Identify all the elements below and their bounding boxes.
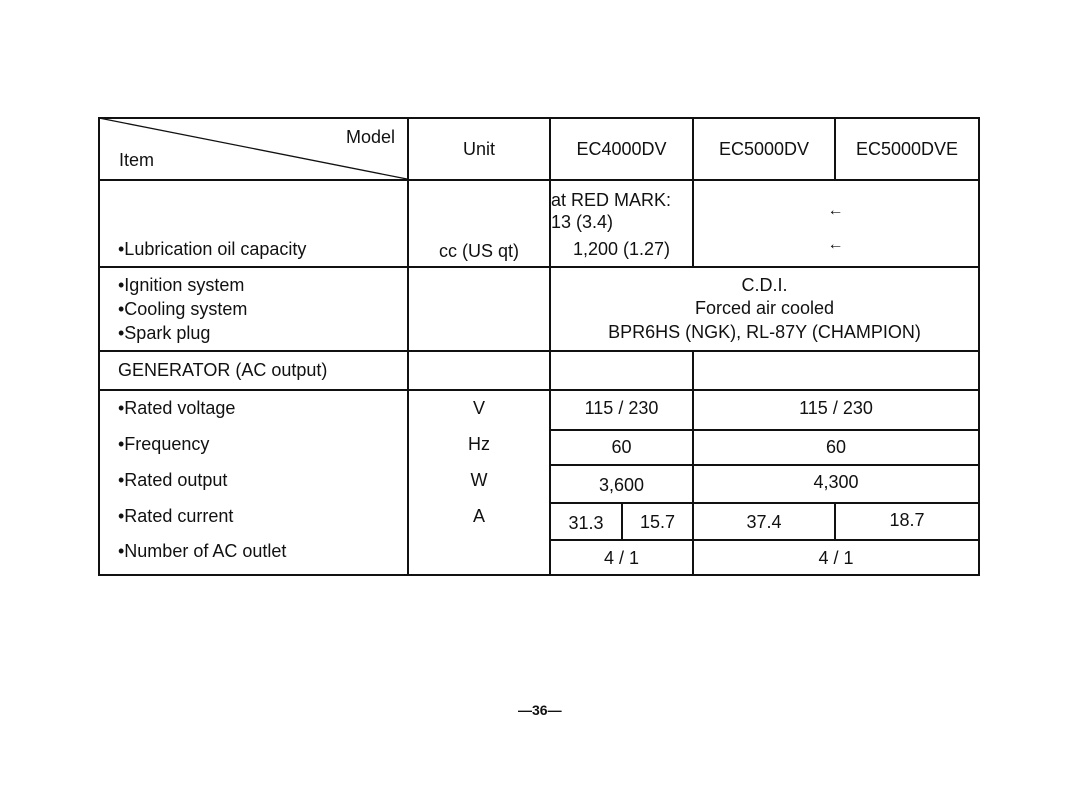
engine-value-spark-plug: BPR6HS (NGK), RL-87Y (CHAMPION) <box>608 322 921 342</box>
generator-unit-output: W <box>470 470 488 490</box>
header-model-ec4000dv: EC4000DV <box>576 139 667 159</box>
output-ec4000: 3,600 <box>598 475 645 495</box>
page-number: —36— <box>518 702 562 718</box>
engine-item-spark-plug: •Spark plug <box>118 323 211 343</box>
generator-item-current: •Rated current <box>118 506 234 526</box>
header-unit-label: Unit <box>462 139 495 159</box>
col-line-ec4000-ec5000-lower <box>692 350 694 575</box>
lubrication-ec4000-value: 1,200 (1.27) <box>572 239 671 259</box>
frequency-ec4000: 60 <box>611 437 632 457</box>
generator-item-outlets: •Number of AC outlet <box>118 541 287 561</box>
engine-item-ignition: •Ignition system <box>118 275 245 295</box>
frequency-ec5000: 60 <box>825 437 847 457</box>
table-border-left <box>98 117 100 575</box>
header-model-label: Model <box>346 127 396 147</box>
lubrication-item: •Lubrication oil capacity <box>118 239 307 259</box>
generator-item-output: •Rated output <box>118 470 228 490</box>
current-ec5000-230v: 18.7 <box>889 510 925 530</box>
table-border-right <box>978 117 980 575</box>
output-ec5000: 4,300 <box>813 472 859 492</box>
generator-unit-voltage: V <box>472 398 485 418</box>
engine-value-cooling: Forced air cooled <box>694 298 835 318</box>
header-model-ec5000dv: EC5000DV <box>718 139 810 159</box>
row-line-voltage <box>549 429 980 431</box>
current-ec4000-230v: 15.7 <box>639 512 676 532</box>
same-as-left-arrow-icon: ← <box>827 202 844 219</box>
current-ec5000-115v: 37.4 <box>746 512 782 532</box>
engine-value-ignition: C.D.I. <box>741 275 788 295</box>
outlets-ec5000: 4 / 1 <box>818 548 854 568</box>
row-line-generator-left <box>98 389 549 391</box>
generator-item-frequency: •Frequency <box>118 434 210 454</box>
header-item-label: Item <box>119 150 155 170</box>
row-line-generator-right <box>549 389 980 391</box>
voltage-ec5000: 115 / 230 <box>799 398 873 418</box>
red-mark-label: at RED MARK: <box>551 190 672 210</box>
row-line-lubrication <box>98 266 980 268</box>
current-ec4000-115v: 31.3 <box>568 513 604 533</box>
row-line-engine <box>98 350 980 352</box>
generator-unit-frequency: Hz <box>468 434 490 454</box>
generator-unit-current: A <box>472 506 485 526</box>
row-line-output <box>549 502 980 504</box>
generator-section-label: GENERATOR (AC output) <box>118 360 328 380</box>
row-line-frequency <box>549 464 980 466</box>
generator-item-voltage: •Rated voltage <box>118 398 236 418</box>
header-model-ec5000dve: EC5000DVE <box>855 139 959 159</box>
red-mark-value: 13 (3.4) <box>551 212 614 232</box>
table-border-bottom <box>98 574 980 576</box>
outlets-ec4000: 4 / 1 <box>603 548 640 568</box>
engine-item-cooling: •Cooling system <box>118 299 248 319</box>
same-as-left-arrow-icon: ← <box>827 236 844 253</box>
row-line-current <box>549 539 980 541</box>
lubrication-unit: cc (US qt) <box>438 241 519 261</box>
voltage-ec4000: 115 / 230 <box>584 398 659 418</box>
